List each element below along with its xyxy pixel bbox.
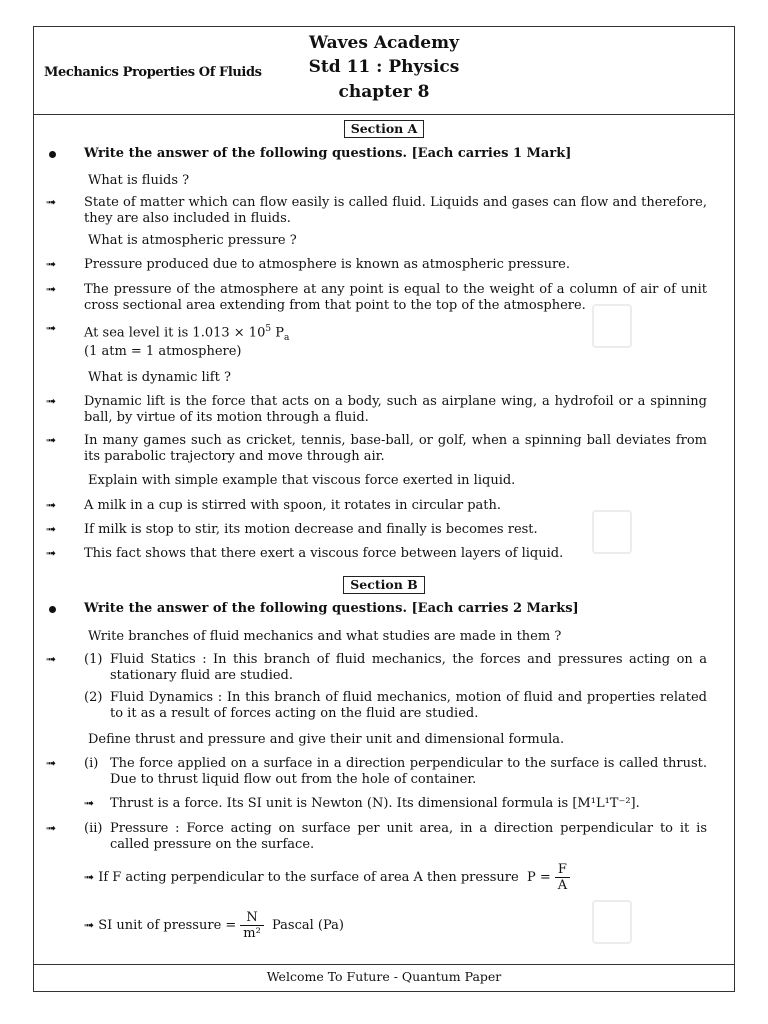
section-b-instruction: Write the answer of the following questions. [Each carries 2 Marks] [84, 601, 579, 616]
item-number: (1) [84, 652, 103, 667]
answer-pressure-formula: ➟ If F acting perpendicular to the surface of area A then pressure P = $\frac{F}{A}$ [84, 862, 574, 893]
answer-thrust-unit: Thrust is a force. Its SI unit is Newton (N). Its dimensional formula is [M¹L¹T⁻²]. [110, 796, 640, 811]
item-number: (2) [84, 690, 103, 705]
arrow-icon: ➟ [46, 321, 57, 335]
footer-divider [34, 964, 734, 965]
answer-pressure-definition: Pressure : Force acting on surface per unit area, in a direction perpendicular to it is called pressure on the surface. [110, 821, 707, 852]
section-b-label: Section B [0, 574, 768, 594]
item-number: (ii) [84, 821, 103, 836]
answer-pressure-si-unit: ➟ SI unit of pressure = $\frac{N}{\text{m²}}$ Pascal (Pa) [84, 910, 344, 941]
arrow-icon: ➟ [46, 498, 57, 512]
arrow-icon: ➟ [46, 522, 57, 536]
answer-viscous-force-2: If milk is stop to stir, its motion decrease and finally is becomes rest. [84, 522, 538, 537]
answer-atmospheric-pressure-1: Pressure produced due to atmosphere is known as atmospheric pressure. [84, 257, 571, 272]
footer-text: Welcome To Future - Quantum Paper [266, 969, 502, 984]
answer-thrust-definition: The force applied on a surface in a direction perpendicular to the surface is called thrust. Due to thrust liquid flow out from the hole of container. [110, 756, 707, 787]
standard-title: Std 11 : Physics [308, 57, 460, 77]
answer-atmospheric-pressure-4: (1 atm = 1 atmosphere) [84, 344, 242, 359]
question-fluids: What is fluids ? [88, 173, 190, 188]
section-a-instruction: Write the answer of the following questions. [Each carries 1 Mark] [84, 146, 572, 161]
question-dynamic-lift: What is dynamic lift ? [88, 370, 231, 385]
arrow-icon: ➟ [46, 433, 57, 447]
arrow-icon: ➟ [46, 257, 57, 271]
answer-dynamic-lift-2: In many games such as cricket, tennis, base-ball, or golf, when a spinning ball deviates from its parabolic trajectory and move through air. [84, 433, 707, 464]
item-number: (i) [84, 756, 99, 771]
arrow-icon: ➟ [46, 756, 57, 770]
arrow-icon: ➟ [46, 394, 57, 408]
arrow-icon: ➟ [46, 282, 57, 296]
arrow-icon: ➟ [46, 821, 57, 835]
answer-viscous-force-3: This fact shows that there exert a viscous force between layers of liquid. [84, 546, 564, 561]
watermark-logo [592, 900, 632, 944]
question-thrust-pressure: Define thrust and pressure and give their unit and dimensional formula. [88, 732, 565, 747]
header-divider [34, 114, 734, 115]
bullet-dot-icon [49, 606, 56, 613]
bullet-dot-icon [49, 151, 56, 158]
question-branches: Write branches of fluid mechanics and what studies are made in them ? [88, 629, 562, 644]
question-viscous-force: Explain with simple example that viscous force exerted in liquid. [88, 473, 516, 488]
section-a-label: Section A [0, 118, 768, 138]
answer-dynamic-lift-1: Dynamic lift is the force that acts on a body, such as airplane wing, a hydrofoil or a spinning ball, by virtue of its motion through a fluid. [84, 394, 707, 425]
answer-fluid-statics: Fluid Statics : In this branch of fluid mechanics, the forces and pressures acting on a stationary fluid are studied. [110, 652, 707, 683]
answer-atmospheric-pressure-2: The pressure of the atmosphere at any point is equal to the weight of a column of air of unit cross sectional area extending from that point to the top of the atmosphere. [84, 282, 707, 313]
arrow-icon: ➟ [46, 195, 57, 209]
answer-fluid-dynamics: Fluid Dynamics : In this branch of fluid mechanics, motion of fluid and properties related to it as a result of forces acting on the fluid are studied. [110, 690, 707, 721]
answer-viscous-force-1: A milk in a cup is stirred with spoon, it rotates in circular path. [84, 498, 501, 513]
arrow-icon: ➟ [46, 652, 57, 666]
subject-title: Mechanics Properties Of Fluids [44, 65, 262, 80]
answer-fluids: State of matter which can flow easily is called fluid. Liquids and gases can flow and therefore, they are also included in fluids. [84, 195, 707, 226]
arrow-icon: ➟ [46, 546, 57, 560]
answer-atmospheric-pressure-3: At sea level it is $1.013 \times 10^5$ $P_a$ [84, 324, 290, 343]
academy-title: Waves Academy [309, 33, 459, 53]
chapter-title: chapter 8 [338, 82, 430, 102]
question-atmospheric-pressure: What is atmospheric pressure ? [88, 233, 297, 248]
arrow-icon: ➟ [84, 796, 95, 810]
